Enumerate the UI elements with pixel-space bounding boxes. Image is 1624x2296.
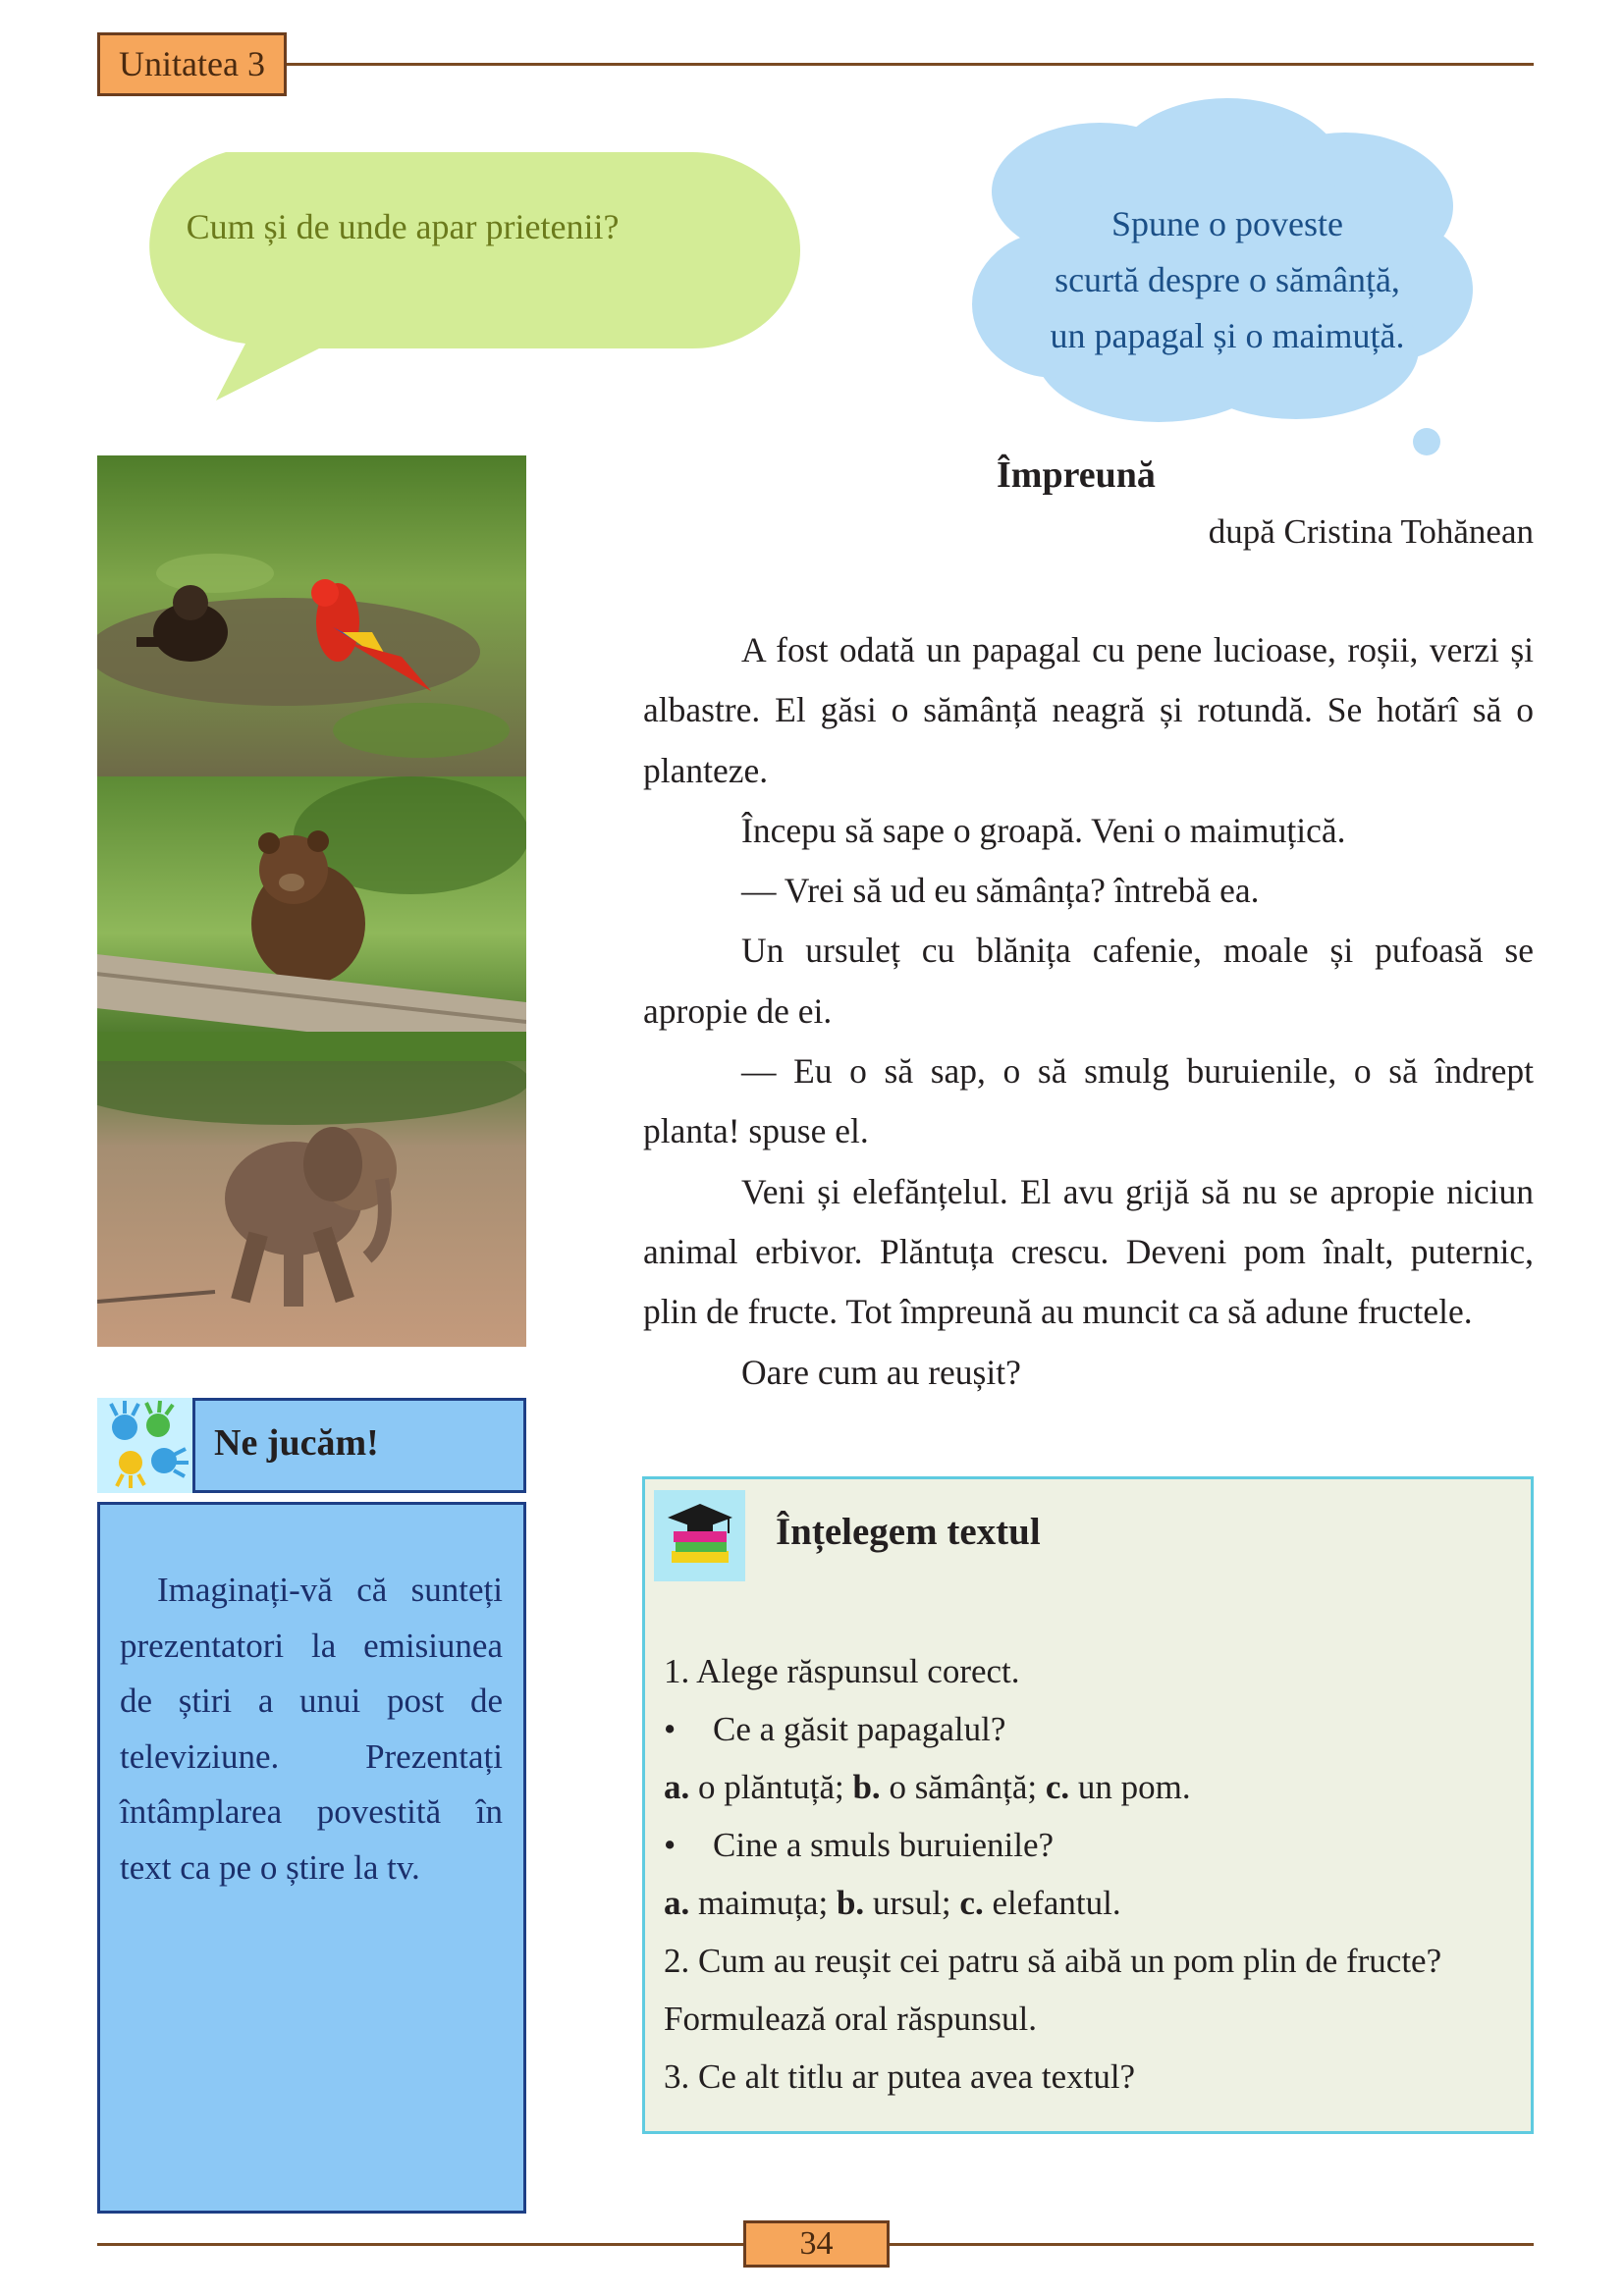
question-1a-text: Ce a găsit papagalul? <box>713 1710 1006 1748</box>
footer-rule-right <box>890 2243 1534 2246</box>
option-letter: a. <box>664 1768 690 1806</box>
story-body <box>643 620 1534 1403</box>
option-letter: b. <box>852 1768 881 1806</box>
question-1a-options <box>664 1758 1528 1816</box>
option-text: elefantul. <box>983 1884 1121 1922</box>
cloud-line: scurtă despre o sămânță, <box>1055 260 1400 299</box>
story-paragraph: A fost odată un papagal cu pene lucioase, roșii, verzi și albastre. El găsi o sămânță neagră și rotundă. Se hotărî să o planteze. <box>643 630 1534 790</box>
story-author: după Cristina Tohănean <box>1208 512 1534 551</box>
option-text: o plăntuță; <box>689 1768 853 1806</box>
graduation-books-icon <box>654 1490 745 1581</box>
speech-bubble-text: Cum și de unde apar prietenii? <box>186 207 620 246</box>
animal-photos <box>97 455 526 1347</box>
elephant-photo <box>97 1061 526 1347</box>
story-title: Împreună <box>997 454 1156 496</box>
option-text: o sămânță; <box>880 1768 1046 1806</box>
thought-cloud-text <box>992 196 1463 364</box>
question-1b-text: Cine a smuls buruienile? <box>713 1826 1055 1864</box>
story-paragraph: Un ursuleț cu blănița cafenie, moale și pufoasă se apropie de ei. <box>643 931 1534 1031</box>
option-text: maimuța; <box>689 1884 837 1922</box>
understanding-title: Înțelegem textul <box>776 1511 1041 1553</box>
game-title: Ne jucăm! <box>214 1422 379 1464</box>
question-2: 2. Cum au reușit cei patru să aibă un pom plin de fructe? <box>664 1942 1442 1980</box>
bear-cub-photo <box>97 776 526 1061</box>
option-letter: c. <box>959 1884 984 1922</box>
question-3: 3. Ce alt titlu ar putea avea textul? <box>664 2057 1136 2096</box>
speech-bubble <box>118 147 805 412</box>
cloud-line: Spune o poveste <box>1111 204 1343 243</box>
unit-label: Unitatea 3 <box>97 32 287 96</box>
cloud-line: un papagal și o maimuță. <box>1050 316 1405 355</box>
game-text <box>120 1563 503 1896</box>
question-1: 1. Alege răspunsul corect. <box>664 1652 1020 1690</box>
question-1b-options <box>664 1874 1528 1932</box>
game-instructions: Imaginați-vă că sunteți prezentatori la emisiunea de știri a unui post de televiziune. Prezentați întâmplarea povestită în text ca pe o știre la tv. <box>120 1571 503 1887</box>
bullet-icon: • <box>664 1710 677 1748</box>
option-letter: a. <box>664 1884 690 1922</box>
question-1a <box>664 1700 1528 1758</box>
question-1b <box>664 1816 1528 1874</box>
option-text: un pom. <box>1069 1768 1191 1806</box>
page-number: 34 <box>743 2220 890 2268</box>
bullet-icon: • <box>664 1826 677 1864</box>
understanding-questions <box>664 1642 1528 2106</box>
option-letter: c. <box>1045 1768 1070 1806</box>
story-paragraph: — Vrei să ud eu sămânța? întrebă ea. <box>741 871 1260 911</box>
monkey-parrot-photo <box>97 455 526 776</box>
header-rule <box>287 63 1534 66</box>
option-text: ursul; <box>864 1884 960 1922</box>
option-letter: b. <box>836 1884 865 1922</box>
question-2-instruction: Formulează oral răspunsul. <box>664 2000 1038 2038</box>
footer-rule-left <box>97 2243 743 2246</box>
hands-icon <box>97 1398 192 1493</box>
story-paragraph: — Eu o să sap, o să smulg buruienile, o să îndrept planta! spuse el. <box>643 1051 1534 1151</box>
story-paragraph: Veni și elefănțelul. El avu grijă să nu se apropie niciun animal erbivor. Plăntuța crescu. Deveni pom înalt, puternic, plin de fructe. Tot împreună au muncit ca să adune fructele. <box>643 1171 1534 1332</box>
story-paragraph: Oare cum au reușit? <box>741 1352 1021 1392</box>
story-paragraph: Începu să sape o groapă. Veni o maimuțică. <box>741 810 1346 850</box>
